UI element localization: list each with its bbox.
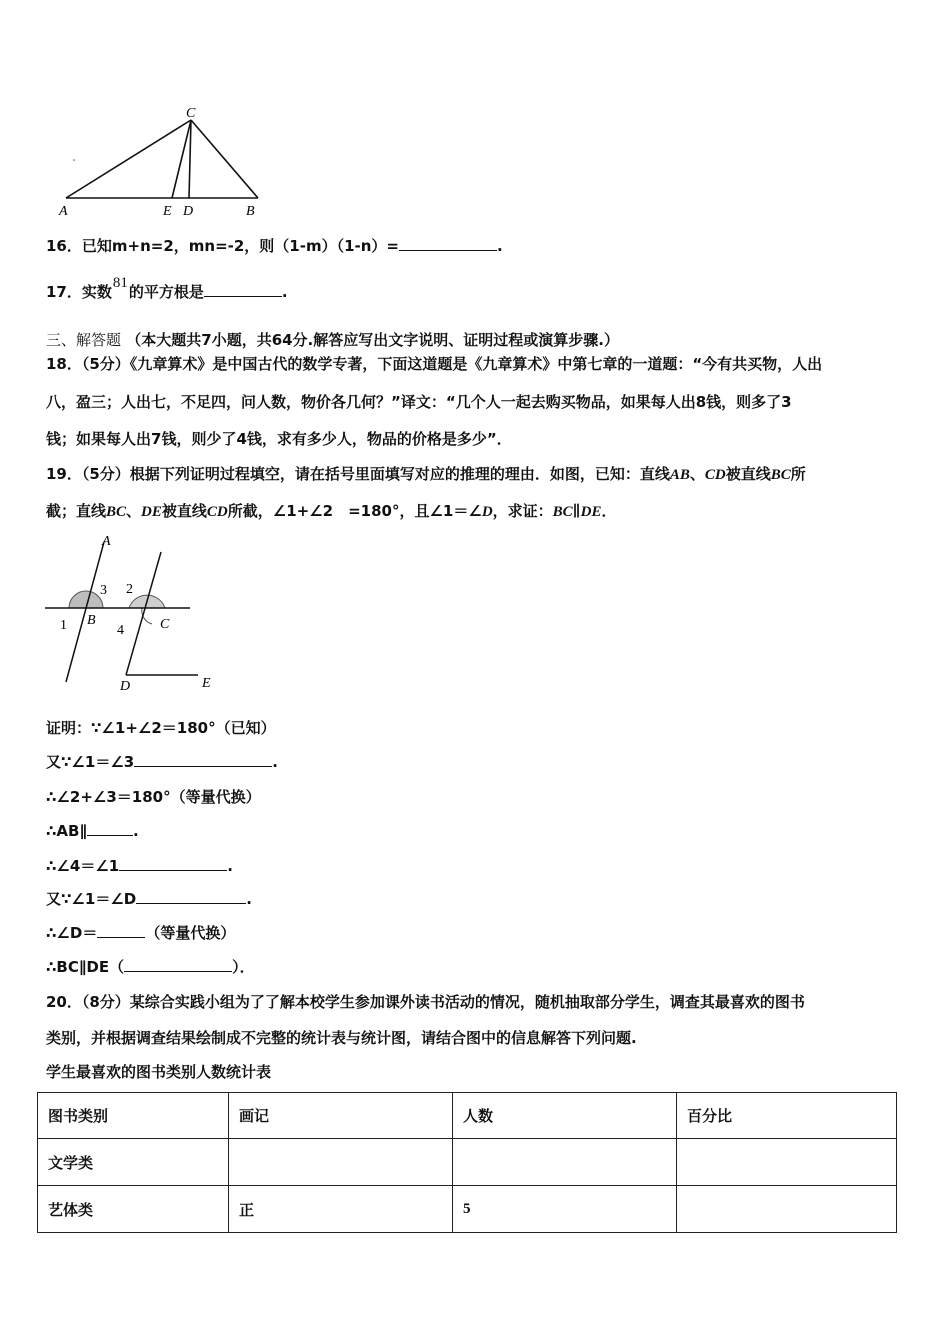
q19-line1-c: 所	[790, 465, 806, 483]
segment-ce	[172, 120, 191, 198]
q17-radicand: 81	[112, 275, 128, 291]
table-title	[46, 1062, 271, 1082]
question-19-line-1	[46, 464, 806, 485]
label-b: B	[87, 613, 96, 628]
proof-text-3: ∴∠2+∠3＝180°（等量代换）	[46, 788, 261, 806]
q18-line3: 钱；如果每人出7钱，则少了4钱，求有多少人，物品的价格是多少”．	[46, 430, 512, 448]
q19-line1-a: （5分）根据下列证明过程填空，请在括号里面填写对应的推理的理由．如图，已知：直线	[81, 465, 670, 483]
label-4: 4	[117, 623, 124, 638]
segment-ac	[66, 120, 191, 198]
book-category-table	[37, 1092, 897, 1233]
q20-line1: （8分）某综合实践小组为了了解本校学生参加课外读书活动的情况，随机抽取部分学生，调查其最喜欢的图书	[81, 993, 805, 1011]
q19-bc2: BC	[106, 504, 127, 520]
proof-line-1	[46, 718, 276, 738]
proof-tail-5: .	[227, 857, 233, 875]
proof-blank-8[interactable]	[124, 957, 232, 972]
label-b: B	[246, 204, 255, 219]
table-header-row	[38, 1093, 897, 1139]
q19-end: ．	[601, 502, 617, 520]
proof-tail-8: ）．	[232, 958, 255, 976]
q18-line2: 八，盈三；人出七，不足四，问人数，物价各几何？”译文：“几个人一起去购买物品，如果每人出8钱，则多了3	[46, 393, 792, 411]
q17-suffix: 的平方根是	[128, 283, 204, 301]
q17-end: .	[281, 283, 288, 301]
question-20-line-1	[46, 992, 805, 1012]
proof-tail-2: .	[272, 753, 278, 771]
proof-blank-2[interactable]	[134, 752, 272, 767]
proof-line-6	[46, 889, 252, 909]
q19-line1-b: 被直线	[725, 465, 771, 483]
q19-sep2: 、	[126, 502, 142, 520]
header-tally: 画记	[229, 1093, 453, 1139]
proof-line-8	[46, 957, 255, 977]
label-c: C	[186, 106, 196, 121]
q19-ab: AB	[669, 467, 690, 483]
line-cd	[126, 552, 161, 675]
q19-sep1: 、	[689, 465, 705, 483]
q19-line2-b: 被直线	[161, 502, 207, 520]
question-20-line-2	[46, 1028, 637, 1048]
label-3: 3	[100, 583, 107, 598]
proof-tail-6: .	[246, 890, 252, 908]
proof-text-4: ∴AB∥	[46, 822, 87, 840]
stray-dot	[73, 159, 75, 161]
proof-tail-7: （等量代换）	[145, 924, 236, 942]
q20-number: 20．	[46, 993, 82, 1011]
label-e: E	[202, 676, 211, 691]
proof-line-7	[46, 923, 235, 943]
proof-blank-7[interactable]	[97, 923, 145, 938]
q16-answer-blank[interactable]	[399, 236, 497, 251]
header-percent: 百分比	[677, 1093, 897, 1139]
table-title-text: 学生最喜欢的图书类别人数统计表	[46, 1063, 272, 1081]
q19-bc: BC	[770, 467, 791, 483]
cell-percent[interactable]	[677, 1186, 897, 1233]
cell-tally: 正	[229, 1186, 453, 1233]
label-d: D	[183, 204, 194, 219]
q19-d: D	[481, 504, 493, 520]
header-count: 人数	[453, 1093, 677, 1139]
proof-blank-4[interactable]	[87, 821, 133, 836]
proof-text-5: ∴∠4＝∠1	[46, 857, 120, 875]
proof-blank-6[interactable]	[136, 889, 246, 904]
q17-prefix: 实数	[81, 283, 112, 301]
q19-line2-c: 所截，∠1+∠2 =180°，且∠1＝∠	[227, 502, 482, 520]
parallel-lines-figure	[40, 530, 230, 695]
q18-number: 18．	[46, 355, 82, 373]
line-ab	[66, 542, 104, 682]
segment-bc	[191, 120, 258, 198]
cell-category: 文学类	[38, 1139, 229, 1186]
header-category: 图书类别	[38, 1093, 229, 1139]
question-18-line-3	[46, 429, 512, 449]
q19-number: 19．	[46, 465, 82, 483]
proof-blank-5[interactable]	[119, 856, 227, 871]
cell-tally[interactable]	[229, 1139, 453, 1186]
proof-text-8: ∴BC∥DE（	[46, 958, 125, 976]
section-3-heading	[46, 330, 619, 350]
proof-line-3	[46, 787, 261, 807]
triangle-figure	[50, 100, 280, 225]
q19-conclusion: BC∥DE	[552, 504, 602, 520]
proof-tail-4: .	[132, 822, 139, 840]
q19-line2-d: ，求证：	[492, 502, 553, 520]
q18-line1: （5分）《九章算术》是中国古代的数学专著，下面这道题是《九章算术》中第七章的一道题：“今有共买物，人出	[81, 355, 823, 373]
section-3-note: （本大题共7小题，共64分.解答应写出文字说明、证明过程或演算步骤.）	[126, 331, 619, 349]
cell-count[interactable]	[453, 1139, 677, 1186]
angle-arc-b	[69, 591, 103, 608]
q19-de: DE	[141, 504, 162, 520]
q16-end: .	[497, 237, 503, 255]
q16-number: 16．	[46, 237, 82, 255]
label-c: C	[160, 617, 170, 632]
label-1: 1	[60, 618, 67, 633]
question-18-line-1	[46, 354, 822, 374]
q19-cd: CD	[704, 467, 726, 483]
cell-category: 艺体类	[38, 1186, 229, 1233]
proof-text-2: 又∵∠1＝∠3	[46, 753, 135, 771]
label-2: 2	[126, 582, 133, 597]
question-16	[46, 236, 503, 256]
label-e: E	[163, 204, 172, 219]
proof-line-2	[46, 752, 278, 772]
proof-line-4	[46, 821, 139, 841]
label-a: A	[102, 534, 111, 549]
q16-text: 已知m+n=2，mn=-2，则（1-m）（1-n）=	[81, 237, 399, 255]
table-row	[38, 1186, 897, 1233]
cell-count: 5	[453, 1186, 677, 1233]
segment-cd	[189, 120, 191, 198]
question-17	[46, 275, 288, 303]
label-d: D	[120, 679, 131, 694]
label-a: A	[59, 204, 68, 219]
cell-percent[interactable]	[677, 1139, 897, 1186]
question-18-line-2	[46, 392, 792, 412]
q17-answer-blank[interactable]	[204, 282, 282, 297]
question-19-line-2	[46, 501, 616, 522]
proof-line-5	[46, 856, 233, 876]
proof-text-7: ∴∠D＝	[46, 924, 98, 942]
q17-number: 17．	[46, 283, 82, 301]
table-row	[38, 1139, 897, 1186]
section-3-title: 三、解答题	[46, 331, 122, 349]
proof-text-1: 证明：∵∠1+∠2＝180°（已知）	[46, 719, 276, 737]
q19-line2-a: 截；直线	[46, 502, 107, 520]
q20-line2: 类别，并根据调查结果绘制成不完整的统计表与统计图，请结合图中的信息解答下列问题.	[46, 1029, 637, 1047]
q19-cd2: CD	[206, 504, 228, 520]
proof-text-6: 又∵∠1＝∠D	[46, 890, 137, 908]
